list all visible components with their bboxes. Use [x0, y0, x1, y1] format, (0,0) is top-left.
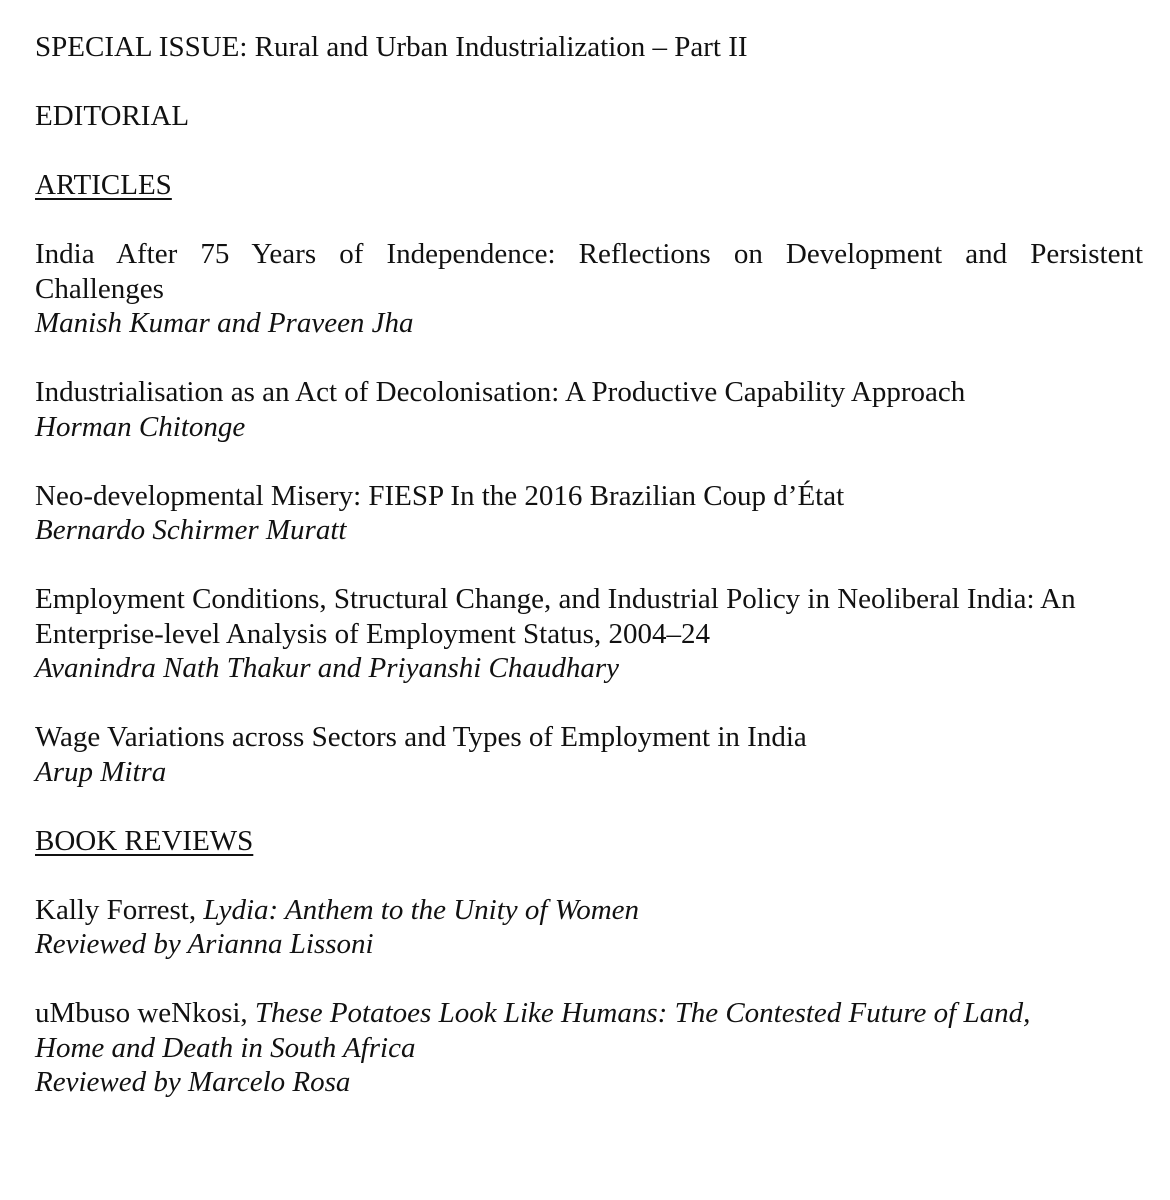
- book-review-entry: [35, 893, 1143, 962]
- book-title: These Potatoes Look Like Humans: The Contested Future of Land,: [254, 997, 1031, 1029]
- spacer: [35, 65, 1143, 100]
- article-authors: Bernardo Schirmer Muratt: [35, 514, 347, 546]
- article-entry: [35, 582, 1143, 686]
- spacer: [35, 789, 1143, 824]
- book-title-continued: Home and Death in South Africa: [35, 1031, 416, 1064]
- book-author: Kally Forrest,: [35, 893, 204, 926]
- reviewer: Reviewed by Marcelo Rosa: [35, 1066, 351, 1098]
- article-entry: [35, 720, 1143, 789]
- article-authors: Horman Chitonge: [35, 410, 246, 443]
- spacer: [35, 686, 1143, 721]
- book-reviews-heading: [35, 824, 1143, 859]
- spacer: [35, 548, 1143, 583]
- editorial-heading: EDITORIAL: [35, 100, 190, 132]
- article-title: Industrialisation as an Act of Decolonisation: A Productive Capability Approach: [35, 376, 966, 408]
- article-title: India After 75 Years of Independence: Reflections on Development and Persistent: [35, 238, 1143, 270]
- article-authors: Manish Kumar and Praveen Jha: [35, 307, 414, 339]
- articles-heading-text: ARTICLES: [35, 169, 172, 201]
- book-review-entry: [35, 996, 1143, 1100]
- book-title: Lydia: Anthem to the Unity of Women: [203, 893, 640, 926]
- book-review-citation: [35, 893, 1143, 928]
- book-reviews-heading-text: BOOK REVIEWS: [35, 824, 254, 857]
- spacer: [35, 858, 1143, 893]
- spacer: [35, 341, 1143, 376]
- table-of-contents: [35, 30, 1143, 1100]
- article-title-continued: Enterprise-level Analysis of Employment Status, 2004–24: [35, 617, 710, 650]
- spacer: [35, 134, 1143, 169]
- reviewer: Reviewed by Arianna Lissoni: [35, 928, 374, 960]
- article-authors: Arup Mitra: [35, 755, 167, 788]
- book-review-citation: [35, 996, 1143, 1031]
- article-entry: [35, 237, 1143, 341]
- article-title: Neo-developmental Misery: FIESP In the 2016 Brazilian Coup d’État: [35, 479, 845, 512]
- spacer: [35, 203, 1143, 238]
- article-entry: [35, 479, 1143, 548]
- article-title: Employment Conditions, Structural Change, and Industrial Policy in Neoliberal India: An: [35, 583, 1076, 615]
- spacer: [35, 444, 1143, 479]
- article-title-continued: Challenges: [35, 272, 164, 305]
- article-entry: [35, 375, 1143, 444]
- articles-heading: [35, 168, 1143, 203]
- book-author: uMbuso weNkosi,: [35, 997, 255, 1029]
- article-title: Wage Variations across Sectors and Types of Employment in India: [35, 721, 807, 753]
- special-issue-title: SPECIAL ISSUE: Rural and Urban Industrialization – Part II: [35, 31, 748, 63]
- article-authors: Avanindra Nath Thakur and Priyanshi Chaudhary: [35, 652, 620, 684]
- spacer: [35, 962, 1143, 997]
